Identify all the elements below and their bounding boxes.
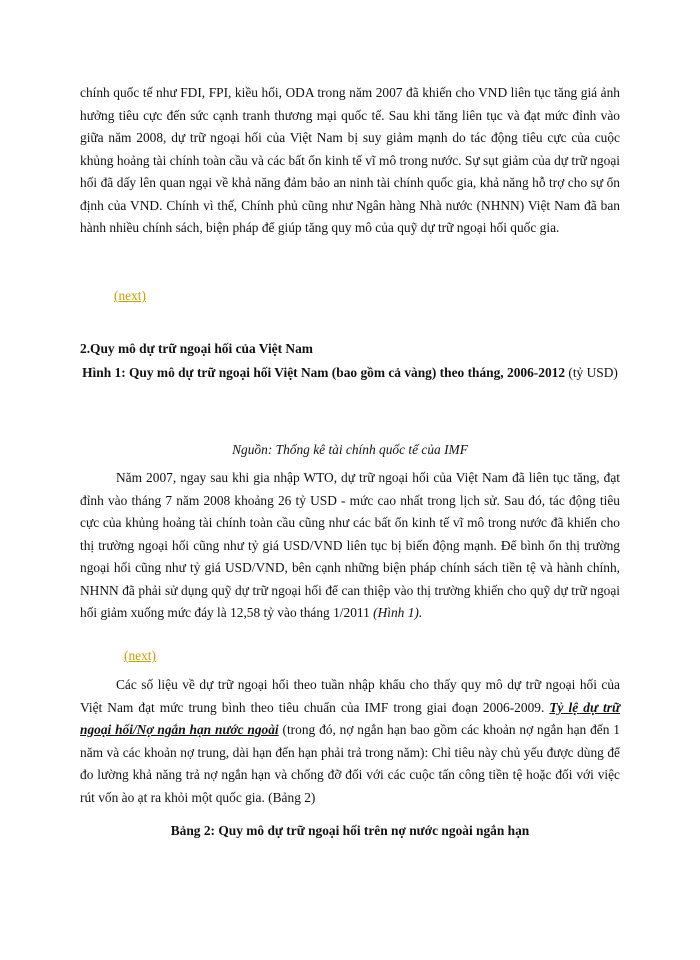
table-2-caption (80, 820, 620, 842)
section-heading: 2.Quy mô dự trữ ngoại hối của Việt Nam (80, 341, 313, 356)
next-link-1[interactable]: (next) (114, 288, 146, 303)
figure-1-unit: (tỷ USD) (565, 365, 618, 380)
paragraph-3 (80, 674, 620, 809)
ratio-term: Tỷ lệ dự trữ ngoại hối/Nợ ngắn hạn nước ngoài (80, 699, 620, 737)
paragraph-2 (80, 467, 620, 625)
paragraph-3-after: (trong đó, nợ ngắn hạn bao gồm các khoản nợ ngắn hạn đến 1 năm và các khoản nợ trung, dài hạn đến hạn phải trả trong năm): Chỉ tiêu này chủ yếu được dùng để đo lường khả năng trả nợ ngắn hạn và chống đỡ đối với các cuộc tấn công tiền tệ hoặc đối với việc rút vốn ào ạt ra khỏi một quốc gia. (Bảng 2) (80, 722, 620, 805)
figure-source: Nguồn: Thống kê tài chính quốc tế của IMF (232, 442, 468, 457)
table-2-label: Bảng 2 (170, 823, 211, 838)
intro-paragraph: chính quốc tế như FDI, FPI, kiều hối, ODA trong năm 2007 đã khiến cho VND liên tục tăng giá ảnh hưởng tiêu cực đến sức cạnh tranh thương mại quốc tế. Sau khi tăng liên tục và đạt mức đỉnh vào giữa năm 2008, dự trữ ngoại hối của Việt Nam bị suy giảm mạnh do tác động tiêu cực của cuộc khủng hoảng tài chính toàn cầu và các bất ổn kinh tế vĩ mô trong nước. Sự sụt giảm của dự trữ ngoại hối đã dấy lên quan ngại về khả năng đảm bảo an ninh tài chính quốc gia, khả năng hỗ trợ cho sự ổn định của VND. Chính vì thế, Chính phủ cũng như Ngân hàng Nhà nước (NHNN) Việt Nam đã ban hành nhiều chính sách, biện pháp để giúp tăng quy mô của quỹ dự trữ ngoại hối quốc gia. (80, 85, 620, 235)
table-2-title: : Quy mô dự trữ ngoại hối trên nợ nước ngoài ngắn hạn (210, 823, 530, 838)
paragraph-2-text: Năm 2007, ngay sau khi gia nhập WTO, dự trữ ngoại hối của Việt Nam đã liên tục tăng, đạt đỉnh vào tháng 7 năm 2008 khoảng 26 tỷ USD - mức cao nhất trong lịch sử. Sau đó, tác động tiêu cực của khủng hoảng tài chính toàn cầu cũng như các bất ổn kinh tế vĩ mô trong nước đã khiến cho thị trường ngoại hối cũng như tỷ giá USD/VND liên tục bị biến động mạnh. Để bình ổn thị trường ngoại hối cũng như tỷ giá USD/VND, bên cạnh những biện pháp chính sách tiền tệ và hành chính, NHNN đã phải sử dụng quỹ dự trữ ngoại hối để can thiệp vào thị trường khiến cho quỹ dự trữ ngoại hối giảm xuống mức đáy là 12,58 tỷ vào tháng 1/2011 (80, 470, 620, 620)
figure-1-title: : Quy mô dự trữ ngoại hối Việt Nam (bao gồm cả vàng) theo tháng, 2006-2012 (121, 365, 566, 380)
next-link-2[interactable]: (next) (124, 648, 156, 663)
figure-1-reference: (Hình 1). (373, 605, 423, 620)
figure-1-caption (80, 362, 620, 384)
paragraph-3-before: Các số liệu về dự trữ ngoại hối theo tuần nhập khẩu cho thấy quy mô dự trữ ngoại hối của Việt Nam đạt mức trung bình theo tiêu chuẩn của IMF trong giai đoạn 2006-2009. (80, 677, 620, 715)
figure-1-label: Hình 1 (82, 365, 122, 380)
